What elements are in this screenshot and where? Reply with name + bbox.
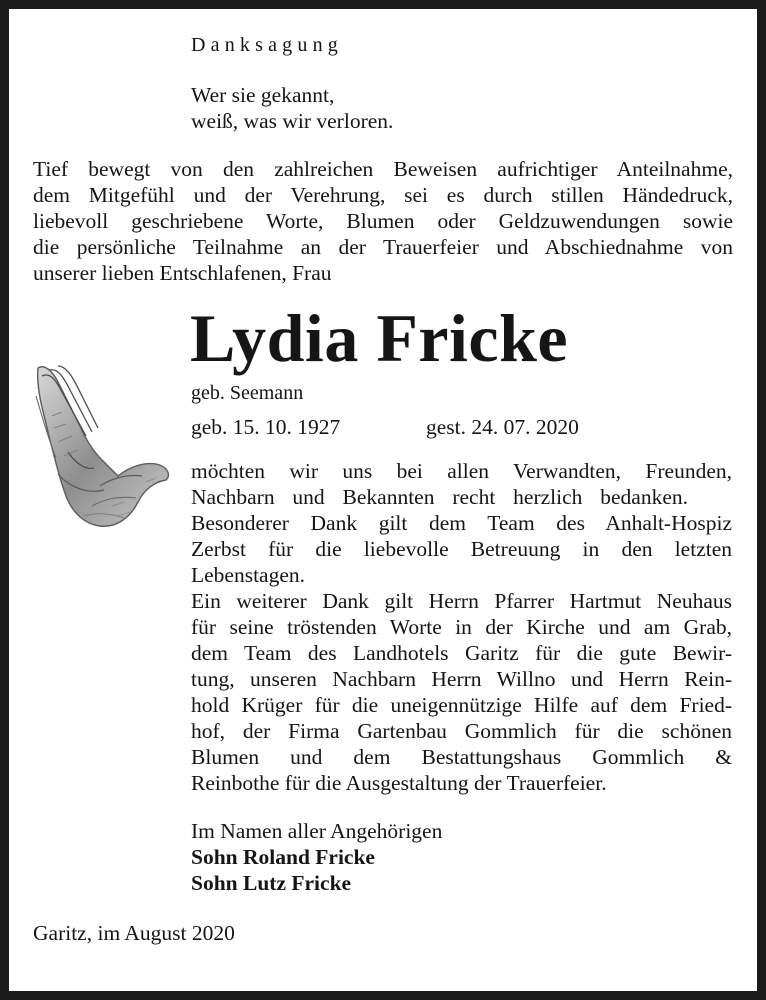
birth-date: geb. 15. 10. 1927 [191,415,341,439]
death-date: gest. 24. 07. 2020 [426,415,579,439]
body-line: Reinbothe für die Ausgestaltung der Trauerfeier. [191,771,607,795]
body-line: Blumen und dem Bestattungshaus Gommlich & [191,745,732,769]
body-line: tung, unseren Nachbarn Herrn Willno und Herrn Rein- [191,667,732,691]
body-line: Ein weiterer Dank gilt Herrn Pfarrer Hartmut Neuhaus [191,589,732,613]
verse-line: Wer sie gekannt, [191,83,335,107]
intro-line: Tief bewegt von den zahlreichen Beweisen aufrichtiger Anteilnahme, [33,157,733,181]
maiden-name: geb. Seemann [191,382,304,404]
body-line: dem Team des Landhotels Garitz für die gute Bewir- [191,641,732,665]
body-line: Zerbst für die liebevolle Betreuung in den letzten [191,537,732,561]
signature-name: Sohn Roland Fricke [191,845,375,869]
intro-line: die persönliche Teilnahme an der Trauerfeier und Abschiednahme von [33,235,733,259]
deceased-name: Lydia Fricke [190,300,569,376]
intro-line: dem Mitgefühl und der Verehrung, sei es durch stillen Händedruck, [33,183,733,207]
body-line: Nachbarn und Bekannten recht herzlich bedanken. [191,485,688,509]
signature-intro: Im Namen aller Angehörigen [191,819,443,843]
intro-line: liebevoll geschriebene Worte, Blumen oder Geldzuwendungen sowie [33,209,733,233]
body-line: für seine tröstenden Worte in der Kirche und am Grab, [191,615,732,639]
body-line: möchten wir uns bei allen Verwandten, Freunden, [191,459,732,483]
signature-name: Sohn Lutz Fricke [191,871,352,895]
praying-hands-icon [28,356,178,536]
body-line: Besonderer Dank gilt dem Team des Anhalt-Hospiz [191,511,732,535]
body-line: hof, der Firma Gartenbau Gommlich für die schönen [191,719,732,743]
verse-line: weiß, was wir verloren. [191,109,394,133]
notice-heading: Danksagung [191,34,343,56]
place-date: Garitz, im August 2020 [33,921,235,945]
body-line: Lebenstagen. [191,563,306,587]
intro-line: unserer lieben Entschlafenen, Frau [33,261,332,285]
body-line: hold Krüger für die uneigennützige Hilfe auf dem Fried- [191,693,732,717]
